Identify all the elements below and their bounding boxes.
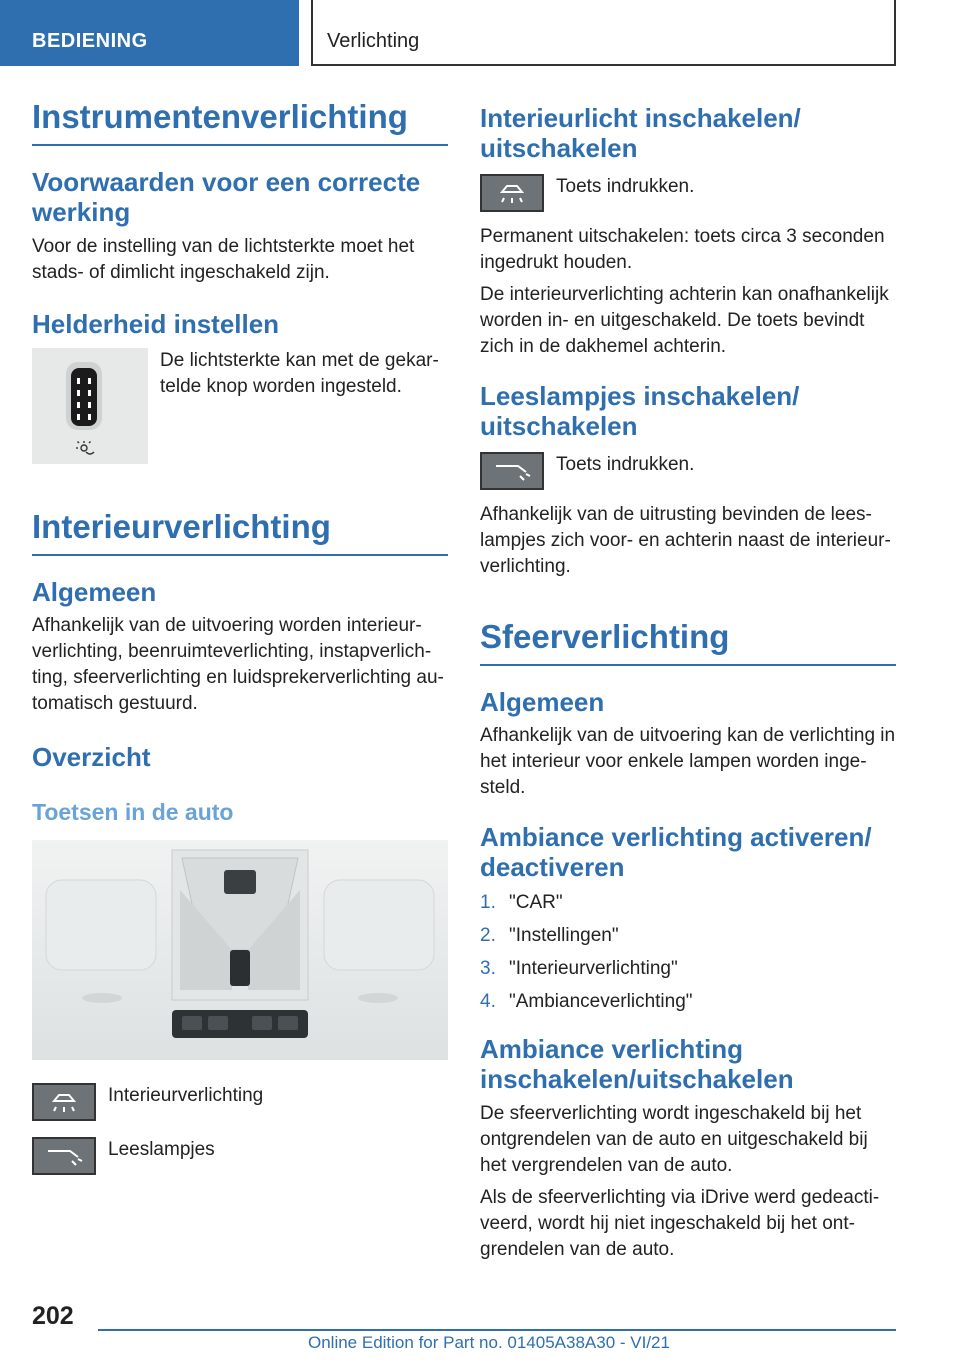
heading-helderheid: Helderheid instellen [32, 308, 280, 339]
reading-light-key-icon [32, 1137, 96, 1175]
chapter-title: Verlichting [327, 30, 420, 52]
heading-algemeen: Algemeen [32, 576, 157, 607]
text-ambiance-1: De sfeerverlichting wordt ingeschakeld bij het ontgrendelen van de auto en uitgeschakeld bij het vergrendelen van de auto. [480, 1102, 868, 1176]
heading-sfeerverlichting: Sfeerverlichting [480, 618, 896, 666]
list-item: 4. "Ambianceverlichting" [480, 991, 693, 1013]
interior-light-key-icon [480, 174, 544, 212]
heading-voorwaarden: Voorwaarden voor een correcte werking [32, 166, 421, 227]
heading-instrumentenverlichting: Instrumentenverlichting [32, 98, 448, 146]
text-algemeen: Afhankelijk van de uitvoering worden interieurverlichting, beenruimteverlichting, instapverlichting, sfeerverlichting en luidsprekerverlichting automatisch gestuurd. [32, 615, 444, 715]
list-item: 3. "Interieurverlichting" [480, 958, 678, 980]
right-column [480, 104, 896, 1263]
interior-light-key-icon [32, 1083, 96, 1121]
legend-leeslampjes: Leeslampjes [108, 1139, 215, 1161]
text-toets-indrukken-2: Toets indrukken. [556, 453, 695, 475]
heading-leeslampjes: Leeslampjes inschakelen/ uitschakelen [480, 380, 800, 441]
chapter-header [311, 0, 896, 66]
section-title: BEDIENING [32, 30, 148, 52]
footer-edition: Online Edition for Part no. 01405A38A30 - VI/21 [308, 1333, 670, 1352]
footer-divider [98, 1329, 896, 1331]
heading-algemeen-2: Algemeen [480, 686, 605, 717]
heading-ambiance-activeren: Ambiance verlichting activeren/ deactiveren [480, 822, 872, 883]
text-permanent: Permanent uitschakelen: toets circa 3 seconden ingedrukt houden. [480, 225, 885, 273]
steps-list [480, 890, 896, 1015]
legend-interieurverlichting: Interieurverlichting [108, 1085, 264, 1107]
text-toets-indrukken-1: Toets indrukken. [556, 175, 695, 197]
list-item: 1. "CAR" [480, 892, 563, 914]
left-column [32, 98, 448, 1175]
text-algemeen-2: Afhankelijk van de uitvoering kan de verlichting in het interieur voor enkele lampen worden ingesteld. [480, 725, 896, 799]
dimmer-knob-image [32, 348, 148, 464]
heading-toetsen: Toetsen in de auto [32, 799, 234, 826]
heading-ambiance-inschakelen: Ambiance verlichting inschakelen/uitschakelen [480, 1034, 794, 1095]
reading-light-key-icon [480, 452, 544, 490]
section-tab [0, 0, 299, 66]
roof-console-image [32, 840, 448, 1065]
page-number: 202 [32, 1302, 74, 1330]
text-voorwaarden: Voor de instelling van de lichtsterkte moet het stads- of dimlicht ingeschakeld zijn. [32, 235, 415, 283]
text-leeslampjes: Afhankelijk van de uitrusting bevinden de leeslampjes zich voor- en achterin naast de interieurverlichting. [480, 503, 891, 577]
text-achterin: De interieurverlichting achterin kan onafhankelijk worden in- en uitgeschakeld. De toets bevindt zich in de dakhemel achterin. [480, 283, 889, 357]
heading-interieurlicht: Interieurlicht inschakelen/ uitschakelen [480, 103, 801, 163]
text-helderheid: De lichtsterkte kan met de gekartelde knop worden ingesteld. [160, 349, 439, 397]
text-ambiance-2: Als de sfeerverlichting via iDrive werd gedeactiveerd, wordt hij niet ingeschakeld bij het ontgrendelen van de auto. [480, 1186, 880, 1260]
list-item: 2. "Instellingen" [480, 925, 619, 947]
heading-interieurverlichting: Interieurverlichting [32, 508, 448, 556]
heading-overzicht: Overzicht [32, 742, 151, 773]
